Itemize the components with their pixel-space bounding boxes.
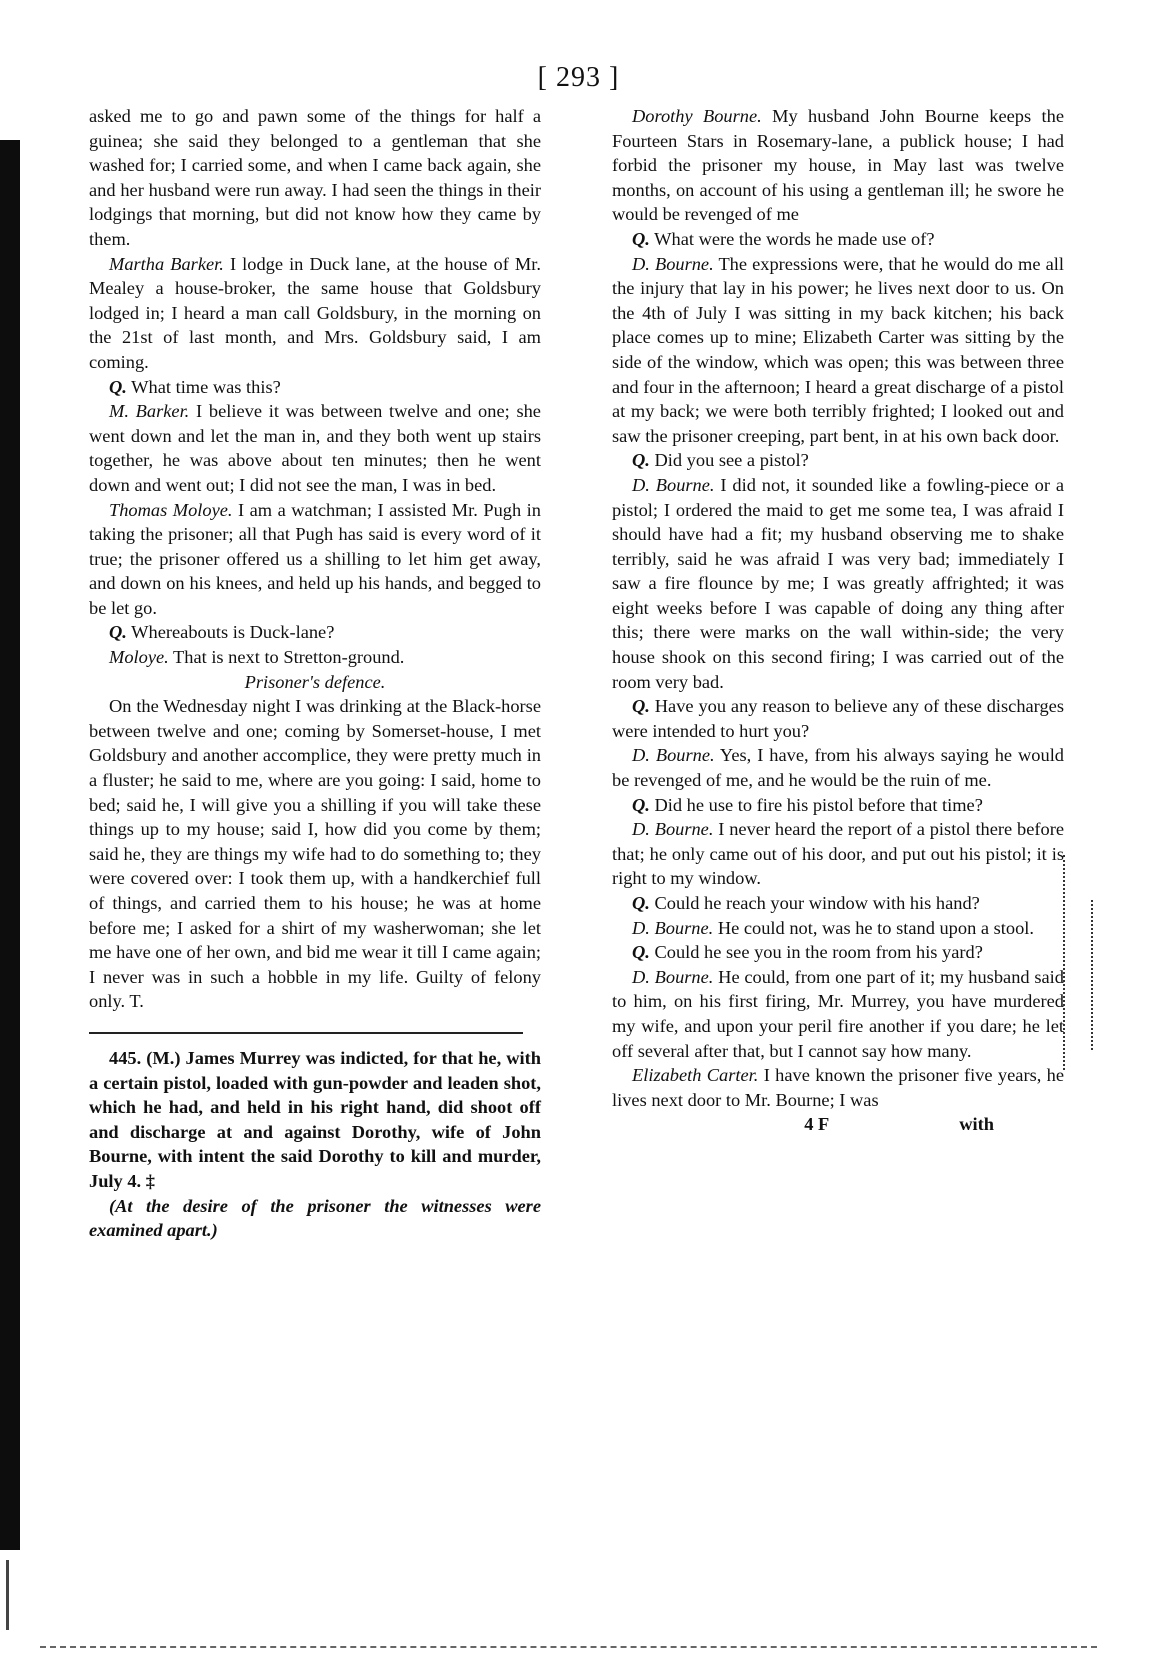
right-paragraph [612,743,1064,792]
testimony-text: Have you any reason to believe any of these discharges were intended to hurt you? [612,696,1064,741]
signature-mark: 4 F [804,1114,830,1135]
speaker-label: D. Bourne. [632,745,715,766]
left-paragraph [89,620,541,645]
right-paragraph [612,891,1064,916]
speaker-label: D. Bourne. [632,966,714,987]
speaker-label: Q. [632,228,650,249]
testimony-text: Could he see you in the room from his yard? [649,942,983,963]
right-paragraph [612,1063,1064,1112]
testimony-text: Did you see a pistol? [649,450,809,471]
indictment-text: James Murrey was indicted, for that he, with a certain pistol, loaded with gun-powder and leaden shot, which he had, and held in his right hand, did shoot off and discharge at and against Dorothy, wife of John Bourne, with intent the said Dorothy to kill and murder, July 4. ‡ [89,1047,541,1191]
speaker-label: Dorothy Bourne. [632,106,762,126]
speaker-label: D. Bourne. [632,474,715,495]
testimony-text: I never heard the report of a pistol there before that; he only came out of his door, and put out his pistol; it is right to my window. [612,819,1064,889]
testimony-text: I am a watchman; I assisted Mr. Pugh in taking the prisoner; all that Pugh has said is every word of it true; the prisoner offered us a shilling to let him get away, and down on his knees, and held up his hands, and begged to be let go. [89,499,541,618]
scan-edge-marks-2 [1091,900,1097,1050]
speaker-label: D. Bourne. [632,253,714,274]
right-paragraph [612,252,1064,449]
right-paragraph [612,448,1064,473]
speaker-label: D. Bourne. [632,819,714,840]
speaker-label: Martha Barker. [109,253,224,274]
left-testimony [89,104,541,670]
testimony-text: Could he reach your window with his hand? [649,893,980,913]
testimony-text: He could not, was he to stand upon a stool. [713,917,1034,938]
testimony-text: What were the words he made use of? [649,228,935,249]
speaker-label: Thomas Moloye. [109,499,233,520]
left-paragraph [89,375,541,400]
testimony-text: Whereabouts is Duck-lane? [126,622,335,643]
left-paragraph [89,252,541,375]
defence-text: On the Wednesday night I was drinking at the Black-horse between twelve and one; coming by Somerset-house, I met Goldsbury and another accomplice, they were pretty much in a fluster; he said to me, where are you going: I said, home to bed; said he, I will give you a shilling if you will take these things up to my house; said I, how did you come by them; said he, they are things my wife had to do something to; they were covered over: I took them up, with a handkerchief full of things, and carried them to his house; he was at home before me; I asked for a shirt of my washerwoman; she let me have one of her own, and bid me wear it till I came again; I never was in such a hobble in my life. Guilty of felony only. T. [89,696,541,1012]
left-paragraph [89,645,541,670]
right-testimony [612,104,1064,1112]
examination-note: (At the desire of the prisoner the witnesses were examined apart.) [89,1195,541,1241]
signature-line [612,1112,1064,1137]
left-paragraph [89,104,541,252]
testimony-text: I have known the prisoner five years, he lives next door to Mr. Bourne; I was [612,1065,1065,1110]
defence-heading: Prisoner's defence. [244,671,386,692]
right-paragraph [612,227,1064,252]
page-number: [ 293 ] [537,62,620,93]
binding-edge-lower [6,1560,9,1630]
speaker-label: Q. [632,696,650,717]
speaker-label: D. Bourne. [632,917,714,938]
right-paragraph [612,694,1064,743]
testimony-text: The expressions were, that he would do me all the injury that lay in his power; he lives next door to us. On the 4th of July I was sitting in my back kitchen; his back place comes up to mine; Elizabeth Carter was sitting by the side of the window, which was open; this was between three and four in the afternoon; I heard a great discharge of a pistol at my back; we were both terribly frighted; I looked out and saw the prisoner creeping, part bent, in at his own back door. [612,253,1064,446]
speaker-label: Q. [632,893,650,913]
speaker-label: Elizabeth Carter. [632,1065,759,1086]
testimony-text: I did not, it sounded like a fowling-piece or a pistol; I ordered the maid to get me some tea, I was afraid I should have had a fit; my husband observing me to shake terribly, said he was afraid I was very bad; immediately I saw a fire flounce by me; I was greatly affrighted; it was eight weeks before I was capable of doing any thing after this; there were marks on the wall within-side; the very house shook on this second firing; I was carried out of the room very bad. [612,474,1064,692]
case-divider [89,1032,523,1034]
left-column [89,104,541,1243]
testimony-text: What time was this? [126,376,281,397]
testimony-text: He could, from one part of it; my husband said to him, on his first firing, Mr. Murrey, you have murdered my wife, and upon your peril fire another if you dare; he let off several after that, but I cannot say how many. [612,966,1064,1061]
scan-bottom-edge [40,1646,1097,1648]
testimony-text: My husband John Bourne keeps the Fourteen Stars in Rosemary-lane, a publick house; I had forbid the prisoner my house, in May last was twelve months, on account of his using a gentleman ill; he swore he would be revenged of me [612,106,1064,225]
right-paragraph [612,104,1064,227]
speaker-label: Moloye. [109,647,169,668]
right-paragraph [612,473,1064,694]
speaker-label: Q. [109,622,127,643]
left-paragraph [89,498,541,621]
speaker-label: Q. [632,450,650,471]
right-paragraph [612,965,1064,1063]
speaker-label: Q. [109,376,127,397]
testimony-text: asked me to go and pawn some of the things for half a guinea; she said they belonged to a gentleman that she washed for; I carried some, and when I came back again, she and her husband were run away. I had seen the things in their lodgings that morning, but did not know how they came by them. [89,106,541,249]
testimony-text: I lodge in Duck lane, at the house of Mr. Mealey a house-broker, the same house that Goldsbury lodged in; I heard a man call Goldsbury, in the morning on the 21st of last month, and Mrs. Goldsbury said, I am coming. [89,253,541,372]
speaker-label: Q. [632,942,650,963]
testimony-text: I believe it was between twelve and one; she went down and let the man in, and they both went up stairs together, he was above about ten minutes; then he went down and went out; I did not see the man, I was in bed. [89,401,541,495]
testimony-text: Did he use to fire his pistol before that time? [649,794,983,815]
binding-edge [0,140,20,1550]
right-paragraph [612,940,1064,965]
speaker-label: Q. [632,794,650,815]
case-number: 445. (M.) [109,1047,181,1068]
indictment [89,1046,541,1194]
right-column [612,104,1064,1137]
left-paragraph [89,399,541,497]
right-paragraph [612,817,1064,891]
speaker-label: M. Barker. [109,401,190,422]
testimony-text: Yes, I have, from his always saying he would be revenged of me, and he would be the ruin of me. [612,745,1065,791]
testimony-text: That is next to Stretton-ground. [168,647,405,668]
right-paragraph [612,793,1064,818]
right-paragraph [612,916,1064,941]
catchword: with [959,1114,994,1135]
